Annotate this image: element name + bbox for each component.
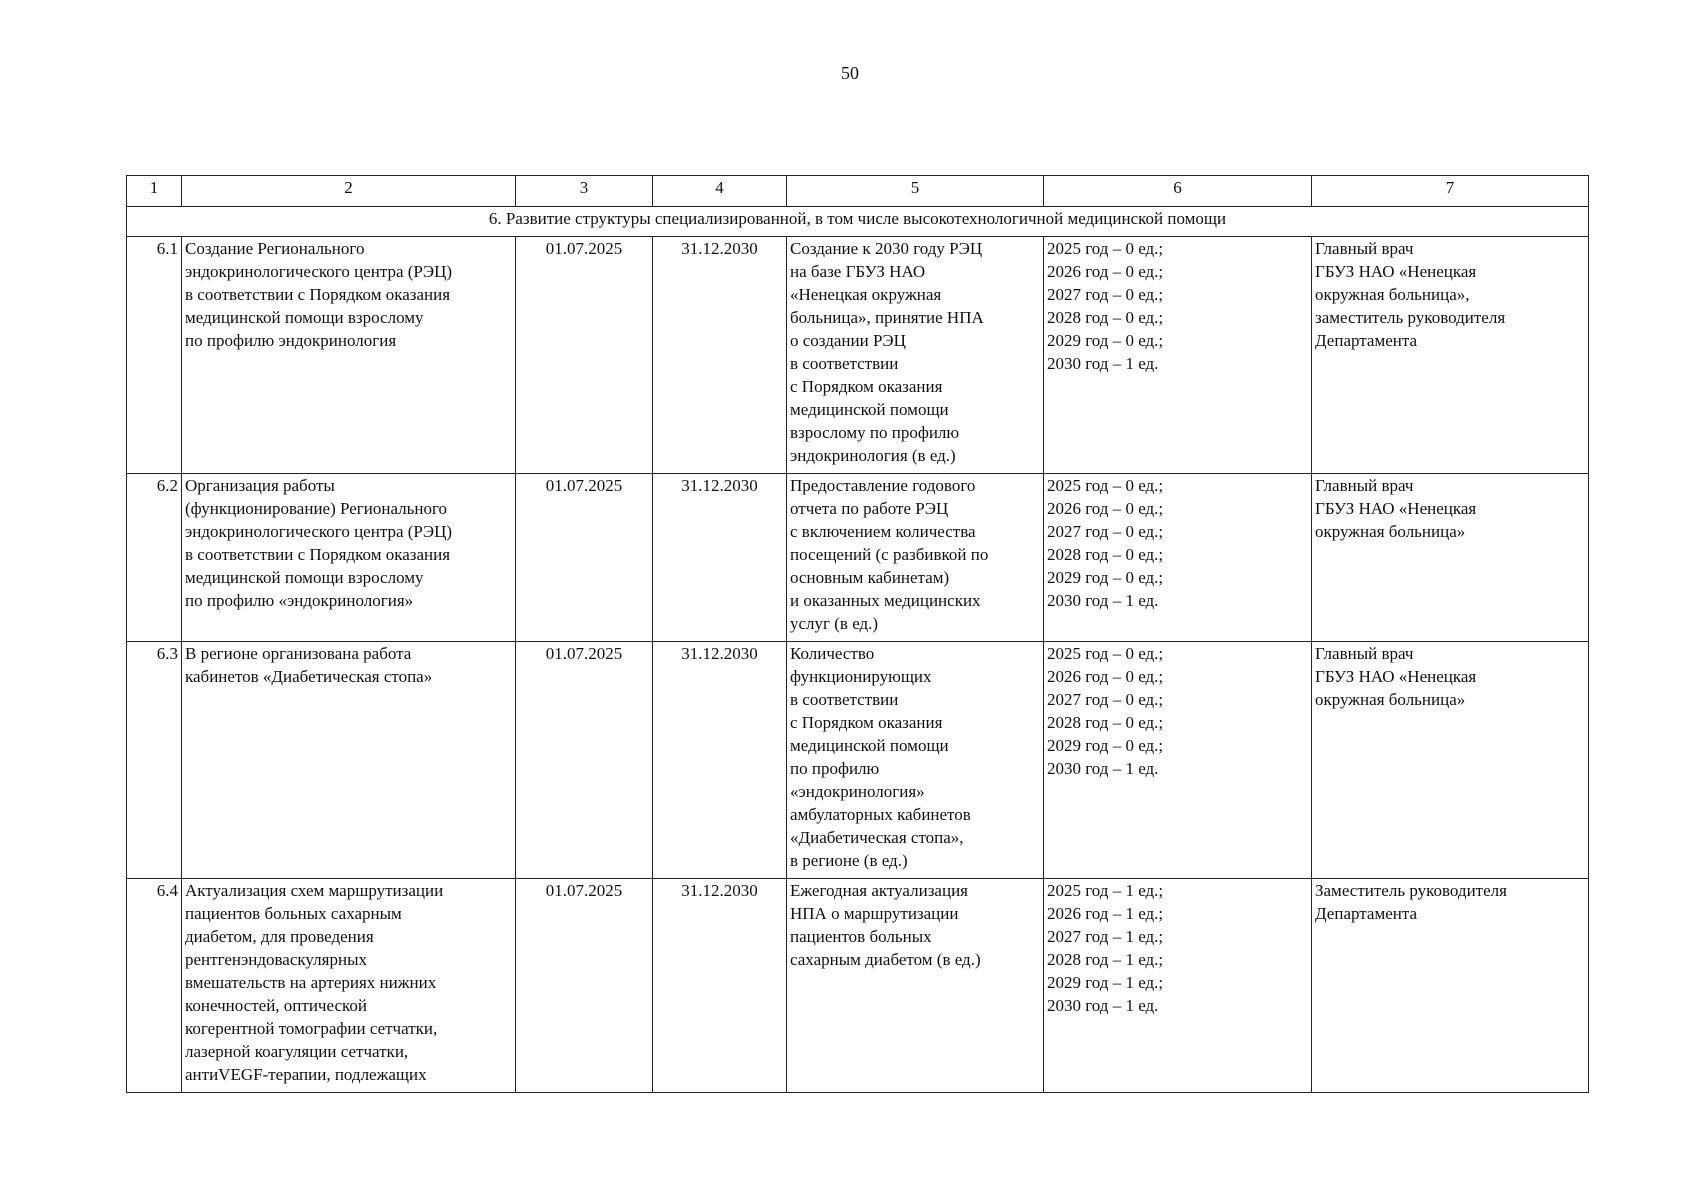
result-cell (787, 237, 1044, 474)
cell-line: Заместитель руководителя (1315, 881, 1507, 900)
row-number: 6.2 (127, 474, 182, 642)
start-date-cell: 01.07.2025 (516, 642, 653, 879)
cell-line: эндокринология (в ед.) (790, 446, 956, 465)
cell-line: 2028 год – 1 ед.; (1047, 950, 1164, 969)
column-header: 2 (182, 176, 516, 207)
cell-line: 2025 год – 0 ед.; (1047, 476, 1164, 495)
end-date-cell: 31.12.2030 (653, 879, 787, 1093)
cell-line: эндокринологического центра (РЭЦ) (185, 522, 453, 541)
cell-line: ГБУЗ НАО «Ненецкая (1315, 499, 1477, 518)
start-date-cell: 01.07.2025 (516, 237, 653, 474)
cell-line: в соответствии (790, 354, 899, 373)
start-date-cell: 01.07.2025 (516, 879, 653, 1093)
targets-cell (1044, 237, 1312, 474)
cell-line: 2026 год – 0 ед.; (1047, 667, 1164, 686)
column-header: 6 (1044, 176, 1312, 207)
cell-line: медицинской помощи взрослому (185, 568, 424, 587)
column-header: 3 (516, 176, 653, 207)
cell-line: «Ненецкая окружная (790, 285, 942, 304)
activity-cell (182, 642, 516, 879)
column-header: 7 (1312, 176, 1589, 207)
table-row (127, 474, 1589, 642)
result-cell (787, 642, 1044, 879)
cell-line: 2029 год – 0 ед.; (1047, 736, 1164, 755)
cell-line: 2028 год – 0 ед.; (1047, 545, 1164, 564)
table-row (127, 642, 1589, 879)
cell-line: пациентов больных сахарным (185, 904, 402, 923)
cell-line: 2025 год – 0 ед.; (1047, 644, 1164, 663)
cell-line: функционирующих (790, 667, 932, 686)
row-number: 6.3 (127, 642, 182, 879)
cell-line: окружная больница» (1315, 522, 1466, 541)
cell-line: конечностей, оптической (185, 996, 367, 1015)
end-date-cell: 31.12.2030 (653, 474, 787, 642)
cell-line: в соответствии (790, 690, 899, 709)
cell-line: по профилю (790, 759, 880, 778)
cell-line: 2029 год – 0 ед.; (1047, 331, 1164, 350)
cell-line: Главный врач (1315, 644, 1414, 663)
cell-line: рентгенэндоваскулярных (185, 950, 367, 969)
cell-line: Количество (790, 644, 875, 663)
cell-line: в регионе (в ед.) (790, 851, 908, 870)
cell-line: амбулаторных кабинетов (790, 805, 971, 824)
activity-cell (182, 879, 516, 1093)
cell-line: с Порядком оказания (790, 713, 943, 732)
responsible-cell (1312, 879, 1589, 1093)
start-date-cell: 01.07.2025 (516, 474, 653, 642)
cell-line: по профилю эндокринология (185, 331, 397, 350)
section-row (127, 207, 1589, 237)
page-number: 50 (841, 63, 859, 83)
column-header: 4 (653, 176, 787, 207)
cell-line: НПА о маршрутизации (790, 904, 959, 923)
column-header: 5 (787, 176, 1044, 207)
cell-line: Главный врач (1315, 239, 1414, 258)
cell-line: когерентной томографии сетчатки, (185, 1019, 438, 1038)
cell-line: ГБУЗ НАО «Ненецкая (1315, 262, 1477, 281)
cell-line: заместитель руководителя (1315, 308, 1506, 327)
targets-cell (1044, 879, 1312, 1093)
cell-line: Департамента (1315, 331, 1418, 350)
cell-line: эндокринологического центра (РЭЦ) (185, 262, 453, 281)
targets-cell (1044, 474, 1312, 642)
cell-line: основным кабинетам) (790, 568, 950, 587)
cell-line: сахарным диабетом (в ед.) (790, 950, 981, 969)
cell-line: (функционирование) Регионального (185, 499, 448, 518)
cell-line: Ежегодная актуализация (790, 881, 968, 900)
cell-line: в соответствии с Порядком оказания (185, 285, 451, 304)
cell-line: больница», принятие НПА (790, 308, 984, 327)
cell-line: ГБУЗ НАО «Ненецкая (1315, 667, 1477, 686)
cell-line: медицинской помощи взрослому (185, 308, 424, 327)
cell-line: окружная больница», (1315, 285, 1470, 304)
cell-line: 2026 год – 1 ед.; (1047, 904, 1164, 923)
table-row (127, 879, 1589, 1093)
result-cell (787, 879, 1044, 1093)
cell-line: окружная больница» (1315, 690, 1466, 709)
cell-line: 2027 год – 0 ед.; (1047, 690, 1164, 709)
cell-line: 2029 год – 1 ед.; (1047, 973, 1164, 992)
cell-line: Предоставление годового (790, 476, 976, 495)
cell-line: пациентов больных (790, 927, 932, 946)
cell-line: Департамента (1315, 904, 1418, 923)
cell-line: лазерной коагуляции сетчатки, (185, 1042, 409, 1061)
responsible-cell (1312, 642, 1589, 879)
cell-line: Главный врач (1315, 476, 1414, 495)
cell-line: 2030 год – 1 ед. (1047, 996, 1159, 1015)
end-date-cell: 31.12.2030 (653, 237, 787, 474)
cell-line: 2030 год – 1 ед. (1047, 759, 1159, 778)
cell-line: 2025 год – 0 ед.; (1047, 239, 1164, 258)
cell-line: 2030 год – 1 ед. (1047, 591, 1159, 610)
cell-line: 2027 год – 1 ед.; (1047, 927, 1164, 946)
cell-line: взрослому по профилю (790, 423, 960, 442)
cell-line: Создание к 2030 году РЭЦ (790, 239, 983, 258)
activity-cell (182, 237, 516, 474)
section-title: 6. Развитие структуры специализированной, в том числе высокотехнологичной медицинской помощи (127, 207, 1589, 237)
cell-line: отчета по работе РЭЦ (790, 499, 949, 518)
cell-line: на базе ГБУЗ НАО (790, 262, 926, 281)
cell-line: медицинской помощи (790, 736, 949, 755)
cell-line: 2028 год – 0 ед.; (1047, 308, 1164, 327)
cell-line: «Диабетическая стопа», (790, 828, 964, 847)
cell-line: по профилю «эндокринология» (185, 591, 414, 610)
cell-line: посещений (с разбивкой по (790, 545, 989, 564)
cell-line: 2026 год – 0 ед.; (1047, 499, 1164, 518)
cell-line: медицинской помощи (790, 400, 949, 419)
responsible-cell (1312, 237, 1589, 474)
cell-line: 2027 год – 0 ед.; (1047, 522, 1164, 541)
cell-line: антиVEGF-терапии, подлежащих (185, 1065, 427, 1084)
cell-line: 2030 год – 1 ед. (1047, 354, 1159, 373)
cell-line: 2029 год – 0 ед.; (1047, 568, 1164, 587)
table-row (127, 237, 1589, 474)
result-cell (787, 474, 1044, 642)
cell-line: вмешательств на артериях нижних (185, 973, 437, 992)
cell-line: кабинетов «Диабетическая стопа» (185, 667, 433, 686)
cell-line: диабетом, для проведения (185, 927, 374, 946)
cell-line: 2025 год – 1 ед.; (1047, 881, 1164, 900)
cell-line: Организация работы (185, 476, 335, 495)
column-header: 1 (127, 176, 182, 207)
cell-line: 2028 год – 0 ед.; (1047, 713, 1164, 732)
activity-cell (182, 474, 516, 642)
targets-cell (1044, 642, 1312, 879)
activities-table (126, 175, 1589, 1093)
cell-line: Актуализация схем маршрутизации (185, 881, 444, 900)
end-date-cell: 31.12.2030 (653, 642, 787, 879)
responsible-cell (1312, 474, 1589, 642)
cell-line: с включением количества (790, 522, 976, 541)
column-number-row (127, 176, 1589, 207)
row-number: 6.4 (127, 879, 182, 1093)
cell-line: 2026 год – 0 ед.; (1047, 262, 1164, 281)
cell-line: о создании РЭЦ (790, 331, 906, 350)
cell-line: В регионе организована работа (185, 644, 412, 663)
cell-line: услуг (в ед.) (790, 614, 879, 633)
cell-line: и оказанных медицинских (790, 591, 981, 610)
cell-line: 2027 год – 0 ед.; (1047, 285, 1164, 304)
row-number: 6.1 (127, 237, 182, 474)
cell-line: «эндокринология» (790, 782, 925, 801)
cell-line: с Порядком оказания (790, 377, 943, 396)
cell-line: в соответствии с Порядком оказания (185, 545, 451, 564)
cell-line: Создание Регионального (185, 239, 365, 258)
